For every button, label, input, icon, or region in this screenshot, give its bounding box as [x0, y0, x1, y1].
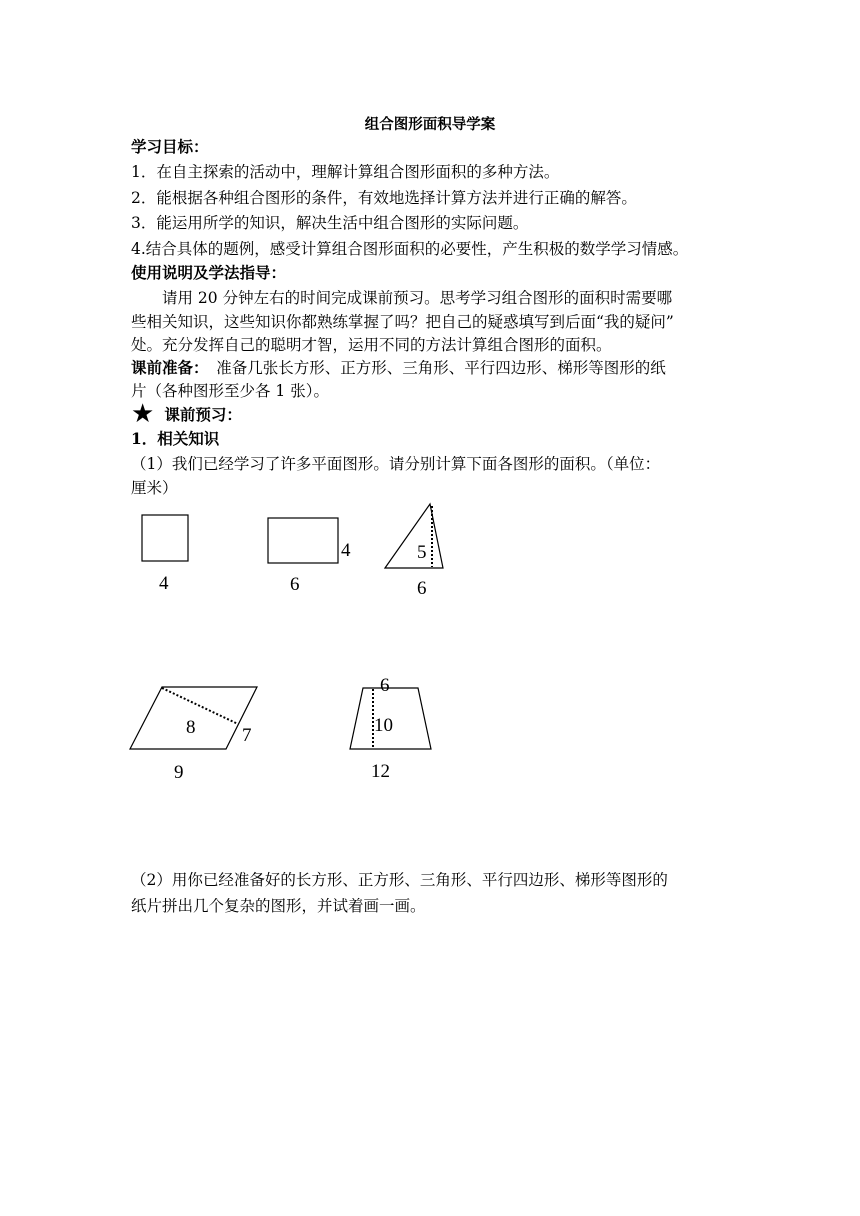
guide-heading: 使用说明及学法指导：: [131, 263, 287, 282]
question-1-line: 厘米）: [131, 479, 178, 497]
square-shape: [142, 515, 188, 561]
trapezoid-height-label: 10: [374, 715, 393, 736]
rectangle-width-label: 4: [341, 540, 351, 561]
guide-line: 处。充分发挥自己的聪明才智，运用不同的方法计算组合图形的面积。: [131, 336, 612, 354]
rectangle-length-label: 6: [290, 574, 300, 595]
objective-item: 2．能根据各种组合图形的条件，有效地选择计算方法并进行正确的解答。: [131, 189, 637, 207]
parallelogram-side-label: 7: [242, 725, 252, 746]
star-icon: ★: [131, 399, 155, 429]
prep-label: 课前准备：: [131, 358, 201, 377]
objective-item: 1．在自主探索的活动中，理解计算组合图形面积的多种方法。: [131, 163, 560, 181]
page-title: 组合图形面积导学案: [364, 116, 496, 133]
triangle-height-label: 5: [417, 542, 427, 563]
guide-line: 些相关知识，这些知识你都熟练掌握了吗？把自己的疑惑填写到后面“我的疑问”: [131, 313, 674, 331]
prep-line-2: 片（各种图形至少各 1 张）。: [131, 382, 329, 400]
triangle-base-label: 6: [417, 578, 427, 599]
question-2-line: 纸片拼出几个复杂的图形，并试着画一画。: [131, 897, 426, 915]
parallelogram-height-label: 8: [186, 717, 196, 738]
guide-line: 请用 20 分钟左右的时间完成课前预习。思考学习组合图形的面积时需要哪: [131, 289, 673, 307]
objective-item: 3．能运用所学的知识，解决生活中组合图形的实际问题。: [131, 214, 529, 232]
question-2-line: （2）用你已经准备好的长方形、正方形、三角形、平行四边形、梯形等图形的: [131, 871, 668, 889]
rectangle-shape: [268, 518, 338, 563]
parallelogram-height-line: [162, 688, 238, 724]
section-heading: 1．相关知识: [131, 429, 220, 448]
preview-heading: 课前预习：: [164, 405, 242, 424]
trapezoid-top-label: 6: [380, 675, 390, 696]
question-1-line: （1）我们已经学习了许多平面图形。请分别计算下面各图形的面积。（单位：: [131, 455, 661, 473]
prep-text: 准备几张长方形、正方形、三角形、平行四边形、梯形等图形的纸: [200, 359, 666, 377]
objective-item: 4.结合具体的题例，感受计算组合图形面积的必要性，产生积极的数学学习情感。: [131, 240, 689, 258]
objectives-heading: 学习目标：: [131, 137, 209, 156]
parallelogram-base-label: 9: [174, 762, 184, 783]
trapezoid-bottom-label: 12: [371, 761, 390, 782]
triangle-shape: [385, 504, 443, 568]
square-side-label: 4: [159, 573, 169, 594]
